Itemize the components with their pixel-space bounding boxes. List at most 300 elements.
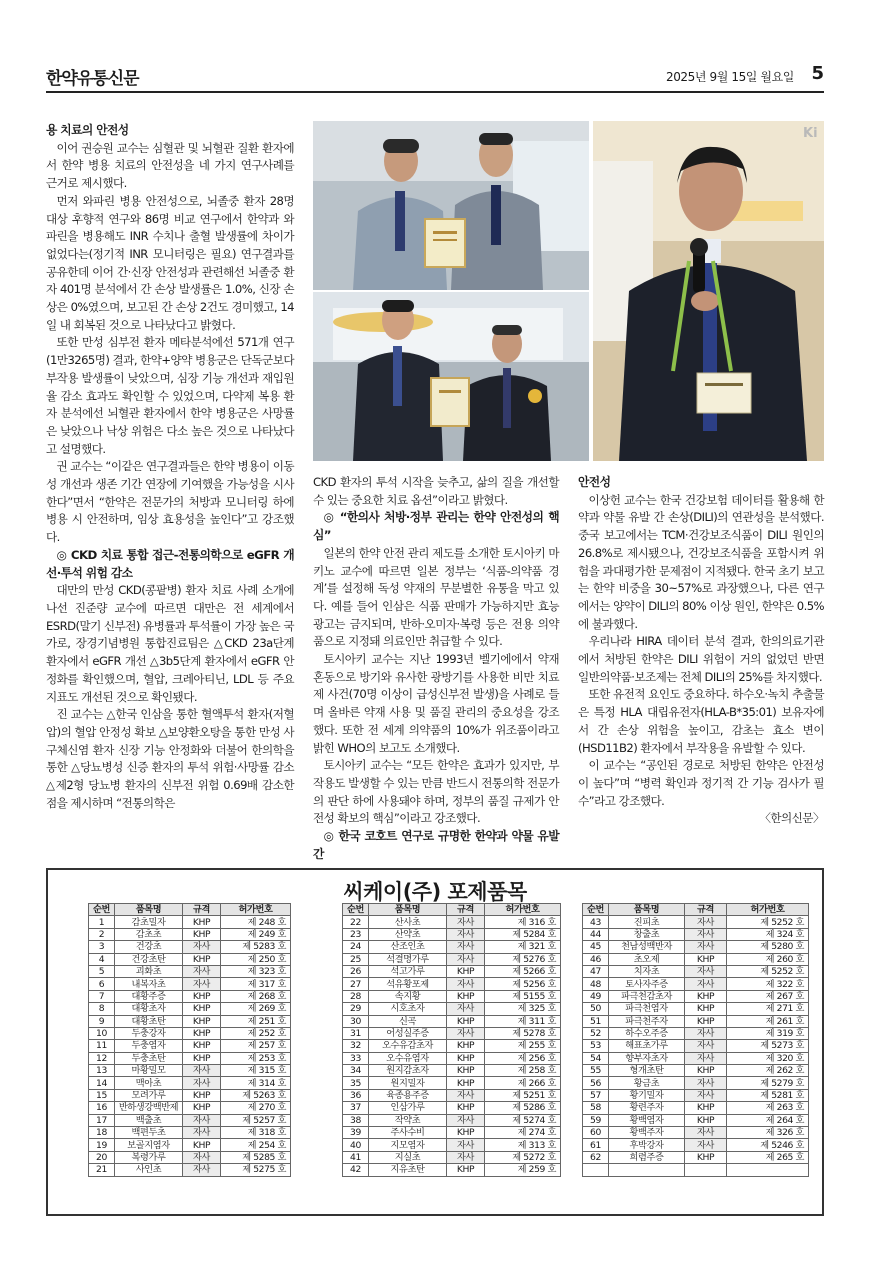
ad-cell-spec: 자사	[685, 1089, 727, 1101]
ad-cell-permit: 제 5266 호	[485, 965, 561, 977]
ad-cell-permit: 제 317 호	[221, 978, 291, 990]
ad-table-row	[583, 978, 809, 990]
ad-cell-permit: 제 5284 호	[485, 928, 561, 940]
ad-cell-permit: 제 255 호	[485, 1040, 561, 1052]
ad-cell-permit: 제 270 호	[221, 1102, 291, 1114]
ad-cell-no: 19	[89, 1139, 115, 1151]
ad-cell-no: 25	[343, 953, 369, 965]
ad-table-row	[89, 1139, 291, 1151]
ad-cell-item: 천남성백반자	[609, 941, 685, 953]
ad-cell-permit: 제 5274 호	[485, 1114, 561, 1126]
ad-cell-permit: 제 5279 호	[727, 1077, 809, 1089]
section-subhead: ◎ CKD 치료 통합 접근-전통의학으로 eGFR 개선·투석 위험 감소	[46, 547, 294, 580]
ad-table-row	[89, 1003, 291, 1015]
ad-table-row	[343, 928, 561, 940]
ad-cell-no: 22	[343, 916, 369, 928]
ad-table-group-2	[342, 903, 561, 1177]
ad-table-row	[89, 1127, 291, 1139]
ad-cell-permit: 제 5246 호	[727, 1139, 809, 1151]
ad-cell-spec: 자사	[685, 1077, 727, 1089]
ad-cell-no: 58	[583, 1102, 609, 1114]
ad-cell-no: 40	[343, 1139, 369, 1151]
ad-cell-item: 황기밀자	[609, 1089, 685, 1101]
article-column-2	[313, 474, 559, 863]
ad-cell-item: 황백염자	[609, 1114, 685, 1126]
ad-table-row	[583, 1077, 809, 1089]
ad-cell-spec: KHP	[447, 1077, 485, 1089]
ad-cell-no: 54	[583, 1052, 609, 1064]
ad-cell-permit: 제 315 호	[221, 1065, 291, 1077]
ad-cell-permit: 제 253 호	[221, 1052, 291, 1064]
ad-cell-no: 53	[583, 1040, 609, 1052]
ad-column-header: 규격	[183, 904, 221, 916]
ad-column-header: 순번	[583, 904, 609, 916]
ad-cell-item: 속지황	[369, 990, 447, 1002]
ad-cell-item: 파극천염자	[609, 1003, 685, 1015]
ad-column-header: 규격	[685, 904, 727, 916]
ad-table-row	[583, 1015, 809, 1027]
ad-cell-permit: 제 326 호	[727, 1127, 809, 1139]
ad-cell-permit: 제 264 호	[727, 1114, 809, 1126]
ad-title: 씨케이(주) 포제품목	[343, 880, 527, 904]
ad-cell-permit: 제 5252 호	[727, 965, 809, 977]
ad-cell-spec: KHP	[183, 1052, 221, 1064]
ad-cell-no: 26	[343, 965, 369, 977]
ad-cell-item: 주사수비	[369, 1127, 447, 1139]
photo-award-top	[313, 121, 589, 290]
ad-cell-no: 6	[89, 978, 115, 990]
ad-cell-permit: 제 325 호	[485, 1003, 561, 1015]
ad-cell-permit: 제 5275 호	[221, 1164, 291, 1176]
ad-column-header: 허가번호	[485, 904, 561, 916]
ad-cell-spec: 자사	[685, 965, 727, 977]
ad-cell-item: 맥아초	[115, 1077, 183, 1089]
ad-cell-spec: 자사	[447, 1089, 485, 1101]
ad-cell-no: 55	[583, 1065, 609, 1077]
ad-cell-spec: 자사	[183, 965, 221, 977]
ad-cell-item: 시호초자	[369, 1003, 447, 1015]
ad-cell-item: 대황주증	[115, 990, 183, 1002]
article-paragraph: 일본의 한약 안전 관리 제도를 소개한 토시아키 마키노 교수에 따르면 일본 정부는 ‘식품-의약품 경계’를 설정해 독성 약재의 무분별한 유통을 막고 있다. 예를 들어 인삼은 식품 판매가 가능하지만 효능 광고는 금지되며, 반하·오미자·복령 등은 전용 의약품으로 지정돼 의료인만 취급할 수 있다.	[313, 545, 559, 649]
ad-table-row	[343, 990, 561, 1002]
ad-cell-spec: KHP	[183, 1027, 221, 1039]
ad-cell-spec: KHP	[183, 916, 221, 928]
ad-cell-no: 16	[89, 1102, 115, 1114]
ad-cell-spec: 자사	[447, 1027, 485, 1039]
article-paragraph: 권 교수는 “이같은 연구결과들은 한약 병용이 이동성 개선과 생존 기간 연장에 기여했을 가능성을 시사한다”면서 “한약은 전문가의 처방과 모니터링 하에 병용 시 안전하며, 임상 효용성을 높인다”고 강조했다.	[46, 459, 294, 545]
ad-cell-permit: 제 5285 호	[221, 1151, 291, 1163]
ad-cell-permit: 제 265 호	[727, 1151, 809, 1163]
ad-table-row	[89, 1052, 291, 1064]
ad-cell-item: 황백주자	[609, 1127, 685, 1139]
ad-cell-no: 18	[89, 1127, 115, 1139]
ad-table-row	[583, 1089, 809, 1101]
ad-cell-spec: 자사	[685, 941, 727, 953]
ad-cell-no: 2	[89, 928, 115, 940]
ad-cell-item: 지모염자	[369, 1139, 447, 1151]
ad-cell-no: 45	[583, 941, 609, 953]
ad-cell-spec: KHP	[685, 1151, 727, 1163]
ad-cell-item: 두충초탄	[115, 1052, 183, 1064]
ad-cell-no: 15	[89, 1089, 115, 1101]
ad-cell-no: 1	[89, 916, 115, 928]
ad-column-header: 품목명	[369, 904, 447, 916]
ad-cell-permit: 제 269 호	[221, 1003, 291, 1015]
issue-date: 2025년 9월 15일 월요일	[665, 70, 794, 84]
ad-cell-no: 56	[583, 1077, 609, 1089]
ad-cell-permit: 제 313 호	[485, 1139, 561, 1151]
ad-cell-item: 황금초	[609, 1077, 685, 1089]
ad-cell-spec: 자사	[685, 1127, 727, 1139]
ad-cell-spec: 자사	[447, 941, 485, 953]
ad-table-row	[583, 1052, 809, 1064]
ad-table-row	[343, 1164, 561, 1176]
masthead	[46, 62, 824, 88]
ad-table-row	[583, 1164, 809, 1176]
ad-cell-spec: KHP	[183, 1139, 221, 1151]
ad-cell-spec: 자사	[183, 1164, 221, 1176]
ad-cell-permit: 제 252 호	[221, 1027, 291, 1039]
ad-cell-no: 36	[343, 1089, 369, 1101]
ad-cell-spec: 자사	[447, 1139, 485, 1151]
ad-table-row	[583, 1003, 809, 1015]
ad-cell-item: 건강초	[115, 941, 183, 953]
ad-table-row	[583, 1151, 809, 1163]
ad-table-row	[343, 1077, 561, 1089]
ad-cell-no: 52	[583, 1027, 609, 1039]
ad-cell-item: 형개초탄	[609, 1065, 685, 1077]
ad-cell-permit: 제 5273 호	[727, 1040, 809, 1052]
ad-cell-item: 지유초탄	[369, 1164, 447, 1176]
article-paragraph: 또한 만성 심부전 환자 메타분석에선 571개 연구(1만3265명) 결과, 한약+양약 병용군은 단독군보다 부작용 발생률이 낮았으며, 심장 기능 개선과 재입원율 감소 효과도 확인할 수 있었으며, 다약제 복용 환자 분석에선 뇌혈관 환자에서 한약 병용군은 사망률은 낮았으나 낙상 위험은 다소 높은 것으로 나타났다고 설명했다.	[46, 335, 294, 456]
ad-cell-spec: 자사	[685, 1139, 727, 1151]
ad-cell-no: 35	[343, 1077, 369, 1089]
ad-table-group-3	[582, 903, 809, 1177]
ad-cell-item: 석고가루	[369, 965, 447, 977]
ad-table-row	[89, 941, 291, 953]
newspaper-name: 한약유통신문	[46, 69, 139, 89]
ad-cell-item: 복령가루	[115, 1151, 183, 1163]
ad-cell-permit: 제 257 호	[221, 1040, 291, 1052]
ad-cell-spec: 자사	[685, 928, 727, 940]
article-paragraph: 이상헌 교수는 한국 건강보험 데이터를 활용해 한약과 약물 유발 간 손상(DILI)의 연관성을 분석했다. 중국 보고에서는 TCM·건강보조식품이 DILI 원인의 26.8%로 제시됐으나, 건강보조식품을 포함시켜 위험을 과대평가한 문제점이 지적됐다. 한국 초기 보고는 한약 비중을 30~57%로 과장했으나, 다른 연구에서는 양약이 DILI의 80% 이상 원인, 한약은 0.5%에 불과했다.	[578, 492, 824, 631]
ad-cell-spec: 자사	[183, 1114, 221, 1126]
ad-column-header: 순번	[343, 904, 369, 916]
source-credit: 〈한의신문〉	[759, 811, 824, 826]
ad-cell-item: 향부자초자	[609, 1052, 685, 1064]
ad-cell-spec: KHP	[447, 1102, 485, 1114]
ad-cell-permit: 제 5276 호	[485, 953, 561, 965]
ad-table-row	[343, 1003, 561, 1015]
ad-cell-item: 해표초가루	[609, 1040, 685, 1052]
ad-table-row	[343, 1102, 561, 1114]
ad-cell-spec: 자사	[183, 1065, 221, 1077]
ad-cell-permit: 제 322 호	[727, 978, 809, 990]
ad-cell-spec: 자사	[447, 978, 485, 990]
ad-column-header: 품목명	[609, 904, 685, 916]
ad-cell-spec: 자사	[183, 978, 221, 990]
ad-column-header: 품목명	[115, 904, 183, 916]
ad-cell-spec: 자사	[447, 1151, 485, 1163]
ad-cell-spec: KHP	[183, 1102, 221, 1114]
ad-cell-spec: KHP	[183, 928, 221, 940]
ad-table-row	[343, 1127, 561, 1139]
ad-cell-spec: KHP	[183, 1089, 221, 1101]
ad-cell-item: 보골지염자	[115, 1139, 183, 1151]
ad-cell-spec: KHP	[183, 1003, 221, 1015]
ad-table-row	[343, 1114, 561, 1126]
ad-cell-no: 44	[583, 928, 609, 940]
ad-table-row	[343, 916, 561, 928]
ad-cell-spec: KHP	[685, 1003, 727, 1015]
ad-table-row	[89, 1151, 291, 1163]
ad-cell-spec: KHP	[447, 965, 485, 977]
ad-cell-no: 51	[583, 1015, 609, 1027]
ad-cell-permit: 제 248 호	[221, 916, 291, 928]
ad-table-row	[89, 1040, 291, 1052]
ad-cell-item: 육종용주증	[369, 1089, 447, 1101]
ad-table-row	[343, 1040, 561, 1052]
page-number: 5	[811, 63, 824, 84]
ad-cell-item: 파극천주자	[609, 1015, 685, 1027]
ad-cell-no	[583, 1164, 609, 1176]
ad-cell-no: 24	[343, 941, 369, 953]
ad-cell-spec: 자사	[447, 953, 485, 965]
ad-cell-spec: 자사	[447, 928, 485, 940]
ad-table-group-1	[88, 903, 291, 1177]
ad-table-row	[583, 916, 809, 928]
ad-cell-item: 마황밀모	[115, 1065, 183, 1077]
ad-cell-no: 41	[343, 1151, 369, 1163]
ad-column-header: 규격	[447, 904, 485, 916]
ad-cell-no: 28	[343, 990, 369, 1002]
ad-cell-item: 오수유염자	[369, 1052, 447, 1064]
ad-cell-item: 내복자초	[115, 978, 183, 990]
ad-cell-spec: KHP	[685, 1114, 727, 1126]
ad-table-row	[343, 1139, 561, 1151]
ad-table-row	[89, 1164, 291, 1176]
ad-cell-item: 반하생강백반제	[115, 1102, 183, 1114]
article-paragraph: 토시아키 교수는 지난 1993년 벨기에에서 약재 혼동으로 방기와 유사한 광방기를 사용한 비만 치료제 사건(70명 이상이 급성신부전 발생)을 사례로 들며 올바른 약재 사용 및 품질 관리의 중요성을 강조했다. 또한 전 세계 의약품의 10%가 위조품이라고 밝힌 WHO의 보고도 소개했다.	[313, 652, 559, 755]
ad-table-row	[89, 965, 291, 977]
ad-cell-permit: 제 324 호	[727, 928, 809, 940]
ad-cell-spec: 자사	[183, 1151, 221, 1163]
ad-cell-permit: 제 5278 호	[485, 1027, 561, 1039]
ad-cell-spec: KHP	[685, 1065, 727, 1077]
ad-cell-permit: 제 5272 호	[485, 1151, 561, 1163]
ad-cell-spec: 자사	[183, 1127, 221, 1139]
ad-cell-permit: 제 318 호	[221, 1127, 291, 1139]
ad-cell-permit: 제 260 호	[727, 953, 809, 965]
ad-cell-spec: KHP	[447, 1040, 485, 1052]
ad-cell-permit: 제 263 호	[727, 1102, 809, 1114]
ad-cell-spec: 자사	[685, 978, 727, 990]
ad-cell-item: 원지감초자	[369, 1065, 447, 1077]
ad-cell-no: 17	[89, 1114, 115, 1126]
ad-cell-permit: 제 320 호	[727, 1052, 809, 1064]
ad-cell-spec: KHP	[447, 1164, 485, 1176]
ad-cell-item: 사인초	[115, 1164, 183, 1176]
ad-cell-permit: 제 5257 호	[221, 1114, 291, 1126]
ad-cell-no: 57	[583, 1089, 609, 1101]
article-paragraph: CKD 환자의 투석 시작을 늦추고, 삶의 질을 개선할 수 있는 중요한 치료 옵션”이라고 밝혔다.	[313, 475, 559, 507]
ad-cell-spec: 자사	[685, 1040, 727, 1052]
ad-cell-permit	[727, 1164, 809, 1176]
ad-cell-item: 황련주자	[609, 1102, 685, 1114]
ad-cell-item: 두충강자	[115, 1027, 183, 1039]
ad-cell-permit: 제 5155 호	[485, 990, 561, 1002]
article-paragraph: 진 교수는 △한국 인삼을 통한 혈액투석 환자(저혈압)의 혈압 안정성 확보 △보양환오탕을 통한 만성 사구체신염 환자 신장 기능 안정화와 더불어 한의학을 통한 △당뇨병성 신증 환자의 투석 위험·사망률 감소 △제2형 당뇨병 환자의 신부전 위험 0.69배 감소한 점을 제시하며 “전통의학은	[46, 707, 294, 810]
ad-cell-item: 백편두초	[115, 1127, 183, 1139]
ad-table-row	[89, 1102, 291, 1114]
ad-cell-spec: KHP	[447, 990, 485, 1002]
ad-cell-permit: 제 249 호	[221, 928, 291, 940]
ad-cell-no: 34	[343, 1065, 369, 1077]
ad-cell-no: 7	[89, 990, 115, 1002]
ad-cell-no: 39	[343, 1127, 369, 1139]
ad-cell-spec: 자사	[447, 1003, 485, 1015]
ad-cell-no: 31	[343, 1027, 369, 1039]
ad-cell-no: 13	[89, 1065, 115, 1077]
article-paragraph: 이 교수는 “공인된 경로로 처방된 한약은 안전성이 높다”며 “병력 확인과 정기적 간 기능 검사가 필수”라고 강조했다.	[578, 758, 824, 808]
ad-cell-permit: 제 316 호	[485, 916, 561, 928]
ad-cell-no: 61	[583, 1139, 609, 1151]
ad-cell-permit: 제 256 호	[485, 1052, 561, 1064]
ad-table-row	[343, 953, 561, 965]
ad-column-header: 순번	[89, 904, 115, 916]
ad-cell-item: 오수유감초자	[369, 1040, 447, 1052]
ad-table-row	[583, 965, 809, 977]
ad-cell-item: 초오제	[609, 953, 685, 965]
ad-cell-permit: 제 261 호	[727, 1015, 809, 1027]
ad-cell-item: 대황초자	[115, 1003, 183, 1015]
article-column-1	[46, 122, 294, 812]
ad-cell-no: 47	[583, 965, 609, 977]
ad-table-row	[583, 1102, 809, 1114]
ad-cell-no: 33	[343, 1052, 369, 1064]
ad-cell-item: 어성실주증	[369, 1027, 447, 1039]
ad-table-row	[583, 1139, 809, 1151]
ad-table-row	[583, 1040, 809, 1052]
ad-cell-no: 48	[583, 978, 609, 990]
ad-cell-item: 진피초	[609, 916, 685, 928]
ad-cell-item: 원지밀자	[369, 1077, 447, 1089]
ad-table-row	[343, 1065, 561, 1077]
ad-table-row	[343, 1015, 561, 1027]
ad-cell-permit: 제 258 호	[485, 1065, 561, 1077]
ad-cell-spec: KHP	[447, 1065, 485, 1077]
ad-cell-permit: 제 251 호	[221, 1015, 291, 1027]
ad-cell-no: 46	[583, 953, 609, 965]
ad-cell-spec: 자사	[685, 916, 727, 928]
ad-cell-no: 3	[89, 941, 115, 953]
ad-cell-item: 인삼가루	[369, 1102, 447, 1114]
ad-cell-spec	[685, 1164, 727, 1176]
section-subhead: ◎ 한국 코호트 연구로 규명한 한약과 약물 유발 간	[313, 829, 559, 861]
ad-cell-item: 파극천감초자	[609, 990, 685, 1002]
ad-cell-item: 석결명가루	[369, 953, 447, 965]
ad-cell-permit: 제 259 호	[485, 1164, 561, 1176]
ad-cell-spec: KHP	[685, 1015, 727, 1027]
ad-cell-item: 건강초탄	[115, 953, 183, 965]
article-paragraph: 또한 유전적 요인도 중요하다. 하수오·녹치 추출물은 특정 HLA 대립유전자(HLA-B*35:01) 보유자에서 간 손상 위험을 높이고, 감초는 효소 변이(HSD11B2) 환자에서 부작용을 유발할 수 있다.	[578, 687, 824, 755]
ad-cell-item: 모려가루	[115, 1089, 183, 1101]
ad-column-header: 허가번호	[727, 904, 809, 916]
ad-cell-spec: KHP	[447, 1127, 485, 1139]
article-paragraph: 우리나라 HIRA 데이터 분석 결과, 한의의료기관에서 처방된 한약은 DILI 위험이 거의 없었던 반면 일반의약품·보조제는 전체 DILI의 25%를 차지했다.	[578, 634, 824, 684]
ad-cell-spec: 자사	[685, 1027, 727, 1039]
ad-cell-spec: KHP	[183, 1015, 221, 1027]
ad-cell-item: 작약초	[369, 1114, 447, 1126]
ad-cell-permit: 제 266 호	[485, 1077, 561, 1089]
ad-column-header: 허가번호	[221, 904, 291, 916]
ad-cell-permit: 제 5263 호	[221, 1089, 291, 1101]
backdrop-text: Ki	[803, 126, 818, 141]
ad-table-row	[343, 978, 561, 990]
ad-cell-spec: KHP	[183, 990, 221, 1002]
ad-cell-item: 석유황포제	[369, 978, 447, 990]
ad-cell-spec: KHP	[447, 1015, 485, 1027]
ad-cell-no: 10	[89, 1027, 115, 1039]
photo-award-bottom	[313, 292, 589, 461]
photo-speaker	[593, 121, 824, 461]
section-subhead: ◎ “한의사 처방·정부 관리는 한약 안전성의 핵심”	[313, 510, 559, 543]
ad-cell-spec: 자사	[447, 916, 485, 928]
ad-cell-item: 대황초탄	[115, 1015, 183, 1027]
ad-cell-item: 산조인초	[369, 941, 447, 953]
ad-cell-spec: KHP	[685, 990, 727, 1002]
section-heading: 안전성	[578, 475, 611, 489]
ad-table-row	[89, 1089, 291, 1101]
ad-table-row	[583, 928, 809, 940]
ad-cell-item: 지실초	[369, 1151, 447, 1163]
ad-cell-permit: 제 5283 호	[221, 941, 291, 953]
ad-table-row	[89, 1027, 291, 1039]
ad-cell-permit: 제 5286 호	[485, 1102, 561, 1114]
ad-cell-no: 8	[89, 1003, 115, 1015]
ad-cell-spec: 자사	[183, 941, 221, 953]
ad-table-row	[89, 990, 291, 1002]
ad-cell-no: 37	[343, 1102, 369, 1114]
ad-cell-no: 49	[583, 990, 609, 1002]
ad-cell-item: 두충염자	[115, 1040, 183, 1052]
ad-cell-permit: 제 323 호	[221, 965, 291, 977]
ad-table-row	[89, 1077, 291, 1089]
ad-cell-no: 60	[583, 1127, 609, 1139]
ad-cell-item: 감초밀자	[115, 916, 183, 928]
ad-cell-no: 9	[89, 1015, 115, 1027]
ad-table-row	[583, 990, 809, 1002]
ad-cell-no: 32	[343, 1040, 369, 1052]
ad-cell-no: 43	[583, 916, 609, 928]
ad-cell-no: 5	[89, 965, 115, 977]
ad-table-row	[89, 1065, 291, 1077]
ad-cell-item: 백출초	[115, 1114, 183, 1126]
ad-cell-item: 산약초	[369, 928, 447, 940]
ad-cell-no: 30	[343, 1015, 369, 1027]
ad-table-row	[583, 941, 809, 953]
ad-cell-item: 산사초	[369, 916, 447, 928]
ad-cell-spec: KHP	[447, 1052, 485, 1064]
ad-table-row	[343, 1052, 561, 1064]
ad-table-row	[583, 1127, 809, 1139]
ad-cell-no: 20	[89, 1151, 115, 1163]
ad-table-row	[583, 1027, 809, 1039]
ad-cell-item: 후박강자	[609, 1139, 685, 1151]
ad-cell-permit: 제 271 호	[727, 1003, 809, 1015]
ad-cell-no: 23	[343, 928, 369, 940]
ad-cell-permit: 제 321 호	[485, 941, 561, 953]
